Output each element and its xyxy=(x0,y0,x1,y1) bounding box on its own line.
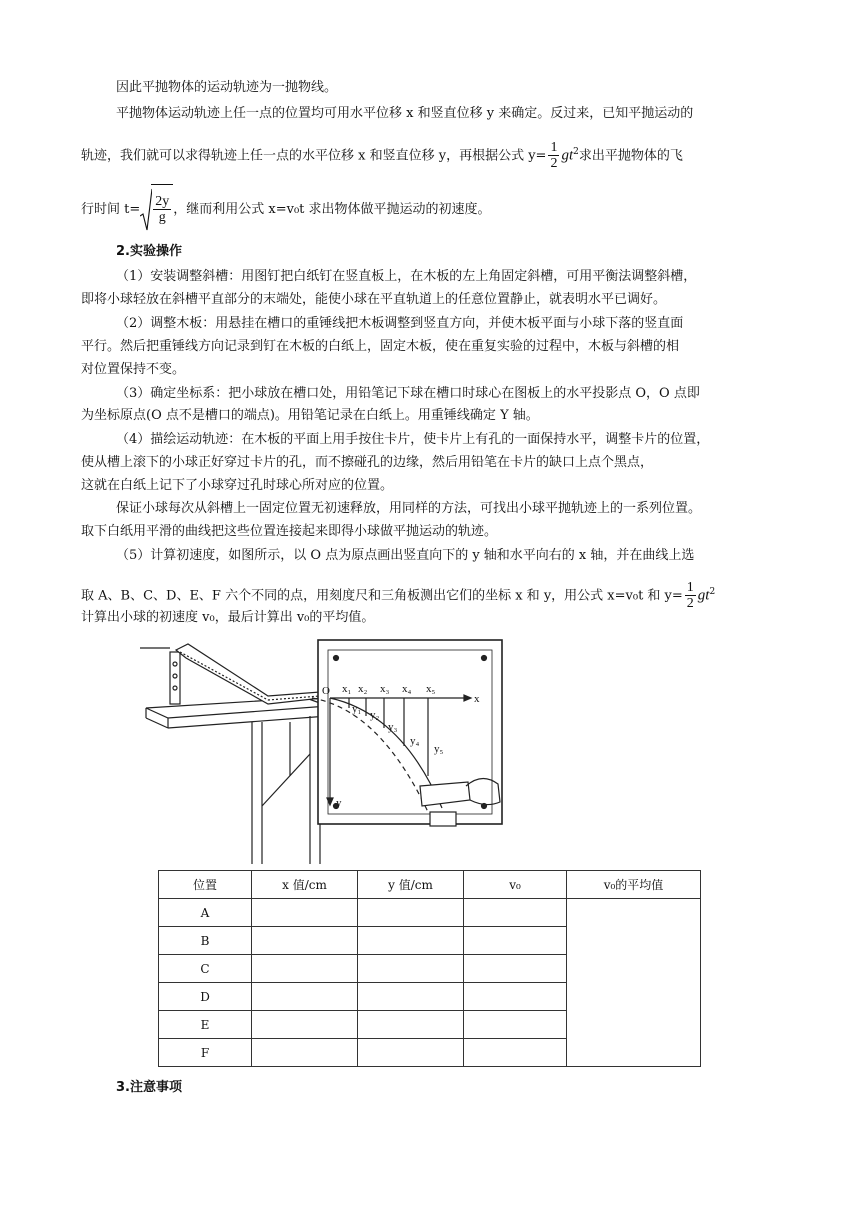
paragraph-conclusion: 因此平抛物体的运动轨迹为一抛物线。 xyxy=(116,80,338,95)
table-header-row xyxy=(159,871,701,899)
intro-line2-text: 轨迹，我们就可以求得轨迹上任一点的水平位移 x 和竖直位移 y，再根据公式 y= xyxy=(81,148,547,164)
cell-y xyxy=(358,927,464,955)
header-v0: v₀ xyxy=(464,871,567,899)
step4-line1: （4）描绘运动轨迹：在木板的平面上用手按住卡片，使卡片上有孔的一面保持水平，调整卡片的位置， xyxy=(116,432,710,447)
y5-label: y₅ xyxy=(434,743,444,755)
time-formula-prefix: 行时间 t= xyxy=(81,202,141,217)
cell-x xyxy=(252,955,358,983)
square-root-expression xyxy=(140,184,173,235)
paragraph-time-formula xyxy=(81,184,491,235)
y-axis-label: y xyxy=(336,797,342,809)
cell-x xyxy=(252,1039,358,1067)
row-label-e: E xyxy=(159,1011,252,1039)
step1-line1: （1）安装调整斜槽：用图钉把白纸钉在竖直板上，在木板的左上角固定斜槽，可用平衡法调整斜槽， xyxy=(116,269,697,284)
header-position: 位置 xyxy=(159,871,252,899)
cell-x xyxy=(252,983,358,1011)
section-heading-notes: 3.注意事项 xyxy=(116,1080,182,1095)
row-label-f: F xyxy=(159,1039,252,1067)
formula-gt-2: gt xyxy=(697,587,710,604)
section-heading-operation: 2.实验操作 xyxy=(116,244,182,259)
time-formula-suffix: ，继而利用公式 x=v₀t 求出物体做平抛运动的初速度。 xyxy=(173,202,491,217)
cell-y xyxy=(358,983,464,1011)
row-label-a: A xyxy=(159,899,252,927)
step4-line2: 使从槽上滚下的小球正好穿过卡片的孔，而不擦碰孔的边缘，然后用铅笔在卡片的缺口上点个黑点， xyxy=(81,455,654,470)
cell-y xyxy=(358,1011,464,1039)
x-axis-label: x xyxy=(474,693,480,705)
y1-label: y₁ xyxy=(352,703,362,715)
header-v0-average: v₀的平均值 xyxy=(567,871,701,899)
x4-label: x₄ xyxy=(402,683,412,695)
cell-x xyxy=(252,1011,358,1039)
x2-label: x₂ xyxy=(358,683,368,695)
cell-v0 xyxy=(464,1011,567,1039)
cell-v0 xyxy=(464,927,567,955)
fraction-denominator: 2 xyxy=(550,156,558,172)
formula-gt: gt xyxy=(561,147,574,164)
formula-exponent-2: 2 xyxy=(709,587,716,597)
step4-line3: 这就在白纸上记下了小球穿过孔时球心所对应的位置。 xyxy=(81,478,394,493)
cell-v0-average xyxy=(567,899,701,1067)
table-row xyxy=(159,899,701,927)
step1-line2: 即将小球轻放在斜槽平直部分的末端处，能使小球在平直轨道上的任意位置静止，就表明水平已调好。 xyxy=(81,292,667,307)
step4-line5: 取下白纸用平滑的曲线把这些位置连接起来即得小球做平抛运动的轨迹。 xyxy=(81,524,498,539)
paragraph-intro-line1: 平抛物体运动轨迹上任一点的位置均可用水平位移 x 和竖直位移 y 来确定。反过来，已知平抛运动的 xyxy=(116,106,694,121)
cell-y xyxy=(358,1039,464,1067)
fraction-numerator: 1 xyxy=(550,140,558,156)
row-label-b: B xyxy=(159,927,252,955)
header-y-value: y 值/cm xyxy=(358,871,464,899)
cell-x xyxy=(252,927,358,955)
formula-exponent: 2 xyxy=(573,147,579,157)
fraction-half xyxy=(548,140,559,171)
x5-label: x₅ xyxy=(426,683,436,695)
root-denominator: g xyxy=(158,210,166,225)
cell-x xyxy=(252,899,358,927)
cell-v0 xyxy=(464,899,567,927)
y3-label: y₃ xyxy=(388,721,398,733)
header-x-value: x 值/cm xyxy=(252,871,358,899)
step5-line3: 计算出小球的初速度 v₀，最后计算出 v₀的平均值。 xyxy=(81,610,375,625)
step2-line3: 对位置保持不变。 xyxy=(81,362,186,377)
x3-label: x₃ xyxy=(380,683,390,695)
step5-line1: （5）计算初速度，如图所示，以 O 点为原点画出竖直向下的 y 轴和水平向右的 x 轴，并在曲线上选 xyxy=(116,548,695,563)
y2-label: y₂ xyxy=(370,709,380,721)
apparatus-diagram xyxy=(140,636,510,864)
cell-y xyxy=(358,899,464,927)
step4-line4: 保证小球每次从斜槽上一固定位置无初速释放，用同样的方法，可找出小球平抛轨迹上的一系列位置。 xyxy=(116,501,702,516)
fraction-numerator-2: 1 xyxy=(686,580,694,596)
cell-v0 xyxy=(464,1039,567,1067)
paragraph-intro-line2 xyxy=(81,132,683,176)
step5-line2-text: 取 A、B、C、D、E、F 六个不同的点，用刻度尺和三角板测出它们的坐标 x 和 y，用公式 x=v₀t 和 y= xyxy=(81,588,683,604)
data-table xyxy=(158,870,701,1067)
cell-y xyxy=(358,955,464,983)
step3-line1: （3）确定坐标系：把小球放在槽口处，用铅笔记下球在槽口时球心在图板上的水平投影点 O，O 点即 xyxy=(116,386,700,401)
step2-line2: 平行。然后把重锤线方向记录到钉在木板的白纸上，固定木板，使在重复实验的过程中，木板与斜槽的相 xyxy=(81,339,680,354)
fraction-denominator-2: 2 xyxy=(686,596,694,612)
cell-v0 xyxy=(464,955,567,983)
origin-label: O xyxy=(322,685,330,697)
y4-label: y₄ xyxy=(410,735,420,747)
step3-line2: 为坐标原点(O 点不是槽口的端点)。用铅笔记录在白纸上。用重锤线确定 Y 轴。 xyxy=(81,408,539,423)
x1-label: x₁ xyxy=(342,683,352,695)
fraction-half-2 xyxy=(685,580,696,611)
root-numerator: 2y xyxy=(155,194,170,209)
step2-line1: （2）调整木板：用悬挂在槽口的重锤线把木板调整到竖直方向，并使木板平面与小球下落的竖直面 xyxy=(116,316,684,331)
row-label-c: C xyxy=(159,955,252,983)
cell-v0 xyxy=(464,983,567,1011)
intro-line2-tail: 求出平抛物体的飞 xyxy=(578,148,683,164)
row-label-d: D xyxy=(159,983,252,1011)
